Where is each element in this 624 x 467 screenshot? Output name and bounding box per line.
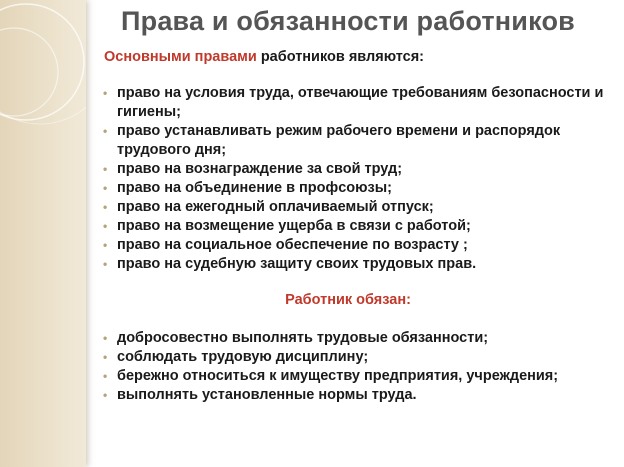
list-item: • право устанавливать режим рабочего времени и распорядок трудового дня; (103, 122, 613, 160)
rights-list (103, 84, 613, 274)
list-item: • право на объединение в профсоюзы; (103, 179, 613, 198)
list-item: • право на вознаграждение за свой труд; (103, 160, 613, 179)
duties-list (103, 329, 613, 405)
list-item: • право на социальное обеспечение по возрасту ; (103, 236, 613, 255)
duties-heading: Работник обязан: (285, 292, 411, 308)
decorative-side-band (0, 0, 86, 467)
list-item: • бережно относиться к имуществу предприятия, учреждения; (103, 367, 613, 386)
rights-intro-rest: работников являются: (256, 49, 424, 65)
list-item: • право на судебную защиту своих трудовых прав. (103, 255, 613, 274)
rights-intro-accent: Основными правами (104, 49, 257, 65)
rights-intro (104, 49, 424, 65)
list-item: • выполнять установленные нормы труда. (103, 386, 613, 405)
list-item: • соблюдать трудовую дисциплину; (103, 348, 613, 367)
list-item: • право на ежегодный оплачиваемый отпуск; (103, 198, 613, 217)
list-item: • право на возмещение ущерба в связи с работой; (103, 217, 613, 236)
decorative-circles (0, 0, 86, 467)
page-title: Права и обязанности работников (121, 6, 575, 36)
list-item: • право на условия труда, отвечающие требованиям безопасности и гигиены; (103, 84, 613, 122)
list-item: • добросовестно выполнять трудовые обязанности; (103, 329, 613, 348)
